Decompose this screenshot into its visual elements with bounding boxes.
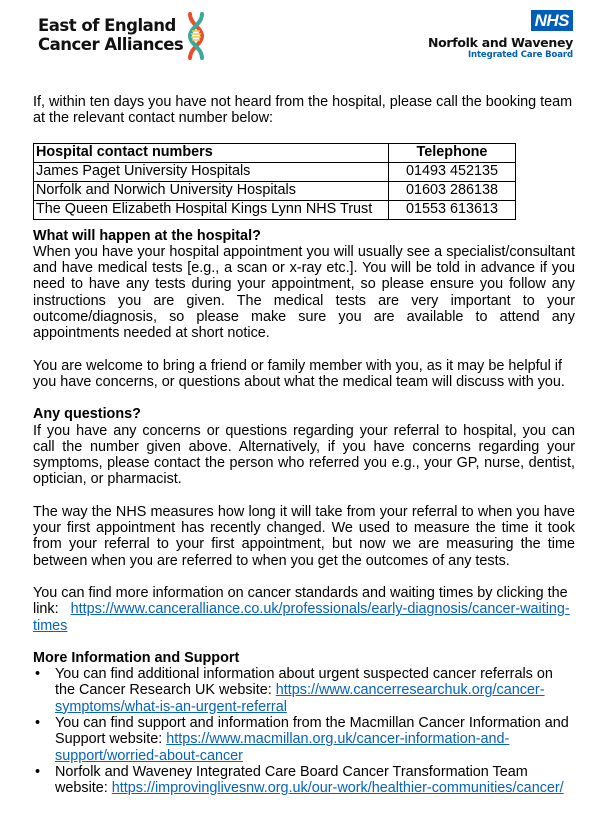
hospital-name-cell: The Queen Elizabeth Hospital Kings Lynn NHS Trust [34, 200, 389, 219]
document-body [33, 94, 575, 797]
list-item [35, 666, 575, 715]
table-row [34, 181, 516, 200]
telephone-cell: 01603 286138 [389, 181, 516, 200]
logo-text [38, 16, 183, 54]
section-heading-support: More Information and Support [33, 649, 240, 666]
section-heading-questions: Any questions? [33, 406, 141, 423]
table-header-row [34, 143, 516, 162]
bullet-icon: • [35, 763, 41, 780]
table-row [34, 200, 516, 219]
logo-line-1: East of England [38, 16, 176, 35]
hospital-contacts-table [33, 143, 516, 220]
hospital-paragraph-1: When you have your hospital appointment you will usually see a specialist/consultant and have medical tests [e.g., a scan or x-ray etc.]. You will be told in advance if you need to have any tests during your appointment, so please ensure you follow any instructions you are given. The medical tests are very important to your outcome/diagnosis, so please make sure you are available to attend any appointments needed at short notice. [33, 243, 575, 342]
nhs-org-subtitle: Integrated Care Board [467, 50, 573, 60]
bullet-icon: • [35, 715, 41, 732]
nhs-norfolk-waveney-logo [428, 10, 573, 61]
bullet-icon: • [35, 666, 41, 683]
telephone-cell: 01493 452135 [389, 162, 516, 181]
hospital-name-cell: James Paget University Hospitals [34, 162, 389, 181]
list-item [35, 715, 575, 764]
list-item [35, 763, 575, 797]
dna-helix-icon [186, 12, 206, 60]
nhs-badge: NHS [531, 10, 573, 31]
nhs-org-name: Norfolk and Waveney [427, 35, 573, 50]
logo-line-2: Cancer Alliances [38, 35, 184, 54]
macmillan-link[interactable]: https://www.macmillan.org.uk/cancer-information-and-support/worried-about-cancer [55, 731, 510, 764]
cancer-research-uk-link[interactable]: https://www.cancerresearchuk.org/cancer-symptoms/what-is-an-urgent-referral [55, 682, 545, 715]
telephone-cell: 01553 613613 [389, 200, 516, 219]
questions-paragraph-2: The way the NHS measures how long it will take from your referral to when you have your first appointment has recently changed. We used to measure the time it took from your referral to your first appointment, but now we are measuring the time between when you are referred to when you get the outcomes of any tests. [33, 503, 575, 569]
waiting-times-text: You can find more information on cancer standards and waiting times by clicking the link: [33, 584, 572, 618]
support-list [33, 666, 575, 796]
hospital-paragraph-2: You are welcome to bring a friend or family member with you, as it may be helpful if you have concerns, or questions about what the medical team will discuss with you. [33, 357, 565, 390]
cancer-waiting-times-link[interactable]: https://www.canceralliance.co.uk/professionals/early-diagnosis/cancer-waiting-times [33, 601, 570, 634]
column-header-hospital: Hospital contact numbers [34, 143, 389, 162]
support-item-text: Norfolk and Waveney Integrated Care Board Cancer Transformation Team website: [55, 763, 528, 797]
hospital-name-cell: Norfolk and Norwich University Hospitals [34, 181, 389, 200]
improving-lives-nw-link[interactable]: https://improvinglivesnw.org.uk/our-work/healthier-communities/cancer/ [111, 780, 564, 797]
column-header-telephone: Telephone [389, 143, 516, 162]
support-item-text: You can find additional information about urgent suspected cancer referrals on the Cancer Research UK website: [55, 666, 553, 699]
east-of-england-cancer-alliances-logo [38, 16, 206, 60]
support-item-text: You can find support and information from the Macmillan Cancer Information and Support website: [55, 715, 569, 748]
section-heading-hospital: What will happen at the hospital? [33, 227, 261, 244]
questions-paragraph-1: If you have any concerns or questions regarding your referral to hospital, you can call the number given above. Alternatively, if you have concerns regarding your symptoms, please contact the person who referred you e.g., your GP, nurse, dentist, optician, or pharmacist. [33, 422, 575, 488]
questions-paragraph-3 [33, 585, 575, 634]
table-row [34, 162, 516, 181]
intro-paragraph: If, within ten days you have not heard from the hospital, please call the booking team at the relevant contact number below: [33, 94, 573, 127]
